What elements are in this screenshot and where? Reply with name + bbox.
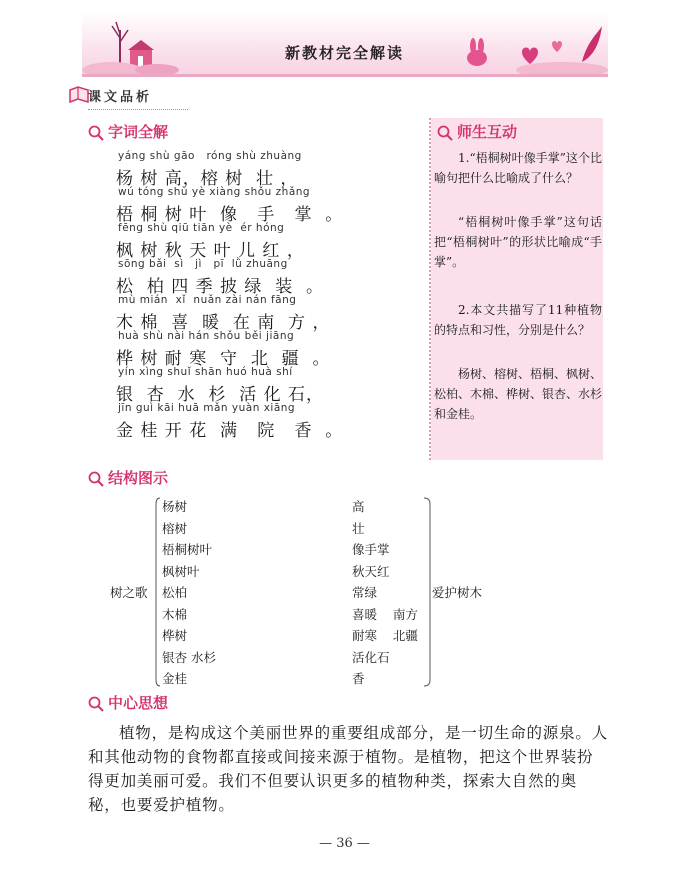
poem-pinyin: mù mián xǐ nuǎn zài nán fāng [118,294,297,306]
magnifier-icon [88,471,104,487]
poem-line: 银 杏 水 杉 活 化 石， [116,385,325,405]
header-rule [82,74,608,77]
magnifier-icon [88,696,104,712]
structure-trait: 秋天红 [352,563,390,579]
structure-tree: 梧桐树叶 [162,542,213,557]
poem-line: 桦 树 耐 寒 守 北 疆 。 [116,349,331,369]
structure-tree: 枫树叶 [162,563,200,579]
page-number: — 36 — [319,836,370,851]
structure-trait: 香 [352,671,365,686]
structure-trait: 高 [352,499,365,514]
section-zhongxin-header [88,692,168,714]
magnifier-icon [437,125,453,141]
section-jiegou-header [88,467,168,489]
poem-line: 木 棉 喜 暖 在 南 方 ， [116,313,331,333]
section-kewen-underline [88,108,188,110]
structure-tree: 杨树 [162,499,188,514]
question-1: 1.“梧桐树叶像手掌”这个比喻句把什么比喻成了什么？ [434,151,602,185]
poem-pinyin: yáng shù gāo róng shù zhuàng [118,150,302,162]
section-kewen-title: 课文品析 [88,90,153,105]
structure-trait: 喜暖 南方 [352,606,418,622]
central-idea-text: 植物，是构成这个美丽世界的重要组成部分，是一切生命的源泉。人和其他动物的食物都直接或间接来源于植物。是植物，把这个世界装扮得更加美丽可爱。我们不但要认识更多的植物种类，探索大自然的奥秘，也要爱护植物。 [88,724,609,814]
poem-pinyin: fēng shù qiū tiān yè ér hóng [118,222,285,234]
section-ciyu-title: 字词全解 [108,123,169,141]
structure-tree: 松柏 [162,585,188,600]
answer-1: “梧桐树叶像手掌”这句话把“梧桐树叶”的形状比喻成“手掌”。 [434,215,602,269]
poem-line: 松 柏 四 季 披 绿 装 。 [116,277,325,297]
poem-pinyin: jīn guì kāi huā mǎn yuàn xiāng [118,402,296,414]
interaction-box-border [429,118,433,460]
poem-line: 杨 树 高，榕 树 壮 ， [116,169,299,189]
structure-tree: 木棉 [162,606,188,622]
poem-pinyin: wú tóng shù yè xiàng shǒu zhǎng [118,186,311,198]
right-bracket [424,498,430,686]
structure-tree: 银杏 水杉 [162,649,216,665]
section-shisheng-title: 师生互动 [457,123,518,141]
question-2: 2.本文共描写了11种植物的特点和习性，分别是什么？ [434,303,602,337]
poem-line: 枫 树 秋 天 叶 儿 红 ， [116,241,305,261]
poem-line: 金 桂 开 花 满 院 香 。 [116,421,344,441]
header-title: 新教材完全解读 [284,44,404,62]
interaction-content [434,148,602,458]
structure-tree: 桦树 [162,628,188,643]
structure-trait: 耐寒 北疆 [352,628,418,643]
structure-trait: 常绿 [352,585,378,600]
structure-trait: 像手掌 [352,542,390,557]
section-zhongxin-title: 中心思想 [108,694,169,712]
poem-pinyin: yín xìng shuǐ shān huó huà shí [118,366,293,378]
answer-2: 杨树、榕树、梧桐、枫树、松柏、木棉、桦树、银杏、水杉和金桂。 [434,367,603,421]
structure-tree: 金桂 [162,671,188,686]
section-shisheng-header [437,121,517,143]
poem-pinyin: huà shù nài hán shǒu běi jiāng [118,330,295,342]
section-ciyu-header [88,121,168,143]
section-jiegou-title: 结构图示 [108,469,169,487]
structure-conclusion: 爱护树木 [432,585,483,600]
structure-trait: 壮 [352,520,365,536]
poem-line: 梧 桐 树 叶 像 手 掌 。 [116,205,344,225]
book-icon [68,84,90,106]
structure-tree: 榕树 [162,520,188,536]
poem-pinyin: sōng bǎi sì jì pī lǜ zhuāng [118,258,288,270]
magnifier-icon [88,125,104,141]
structure-trait: 活化石 [352,649,390,665]
structure-root: 树之歌 [110,585,148,600]
left-bracket [156,498,160,686]
